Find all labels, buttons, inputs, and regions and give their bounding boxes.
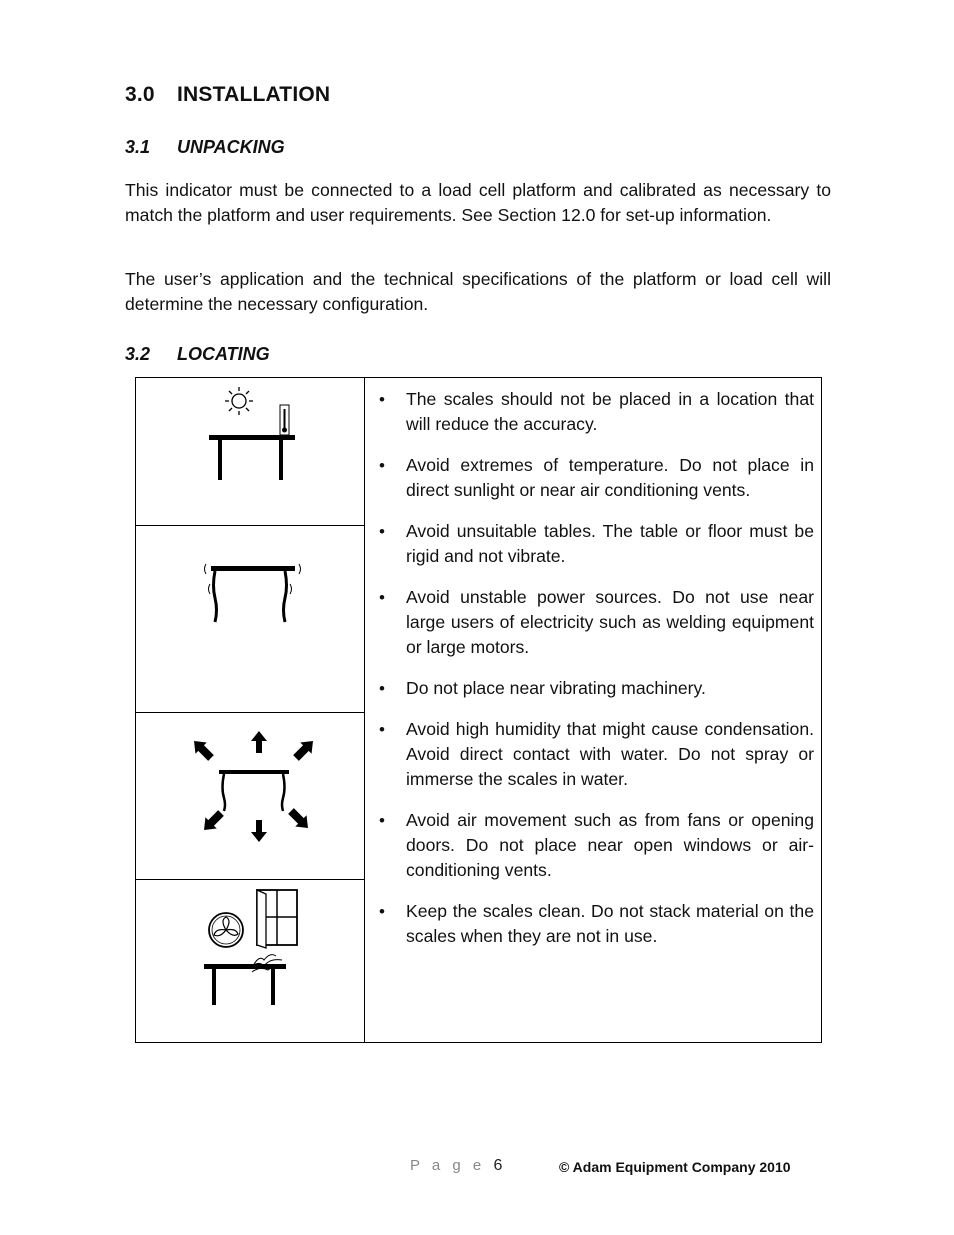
list-item (374, 453, 814, 503)
subsection-heading-unpacking (125, 137, 285, 158)
page-number: 6 (493, 1157, 503, 1174)
bullet-glyph: • (379, 811, 385, 830)
subsection-title: UNPACKING (177, 137, 285, 157)
bullet-glyph: • (379, 902, 385, 921)
bullet-glyph: • (379, 679, 385, 698)
bullet-text: Avoid unsuitable tables. The table or floor must be rigid and not vibrate. (406, 521, 814, 566)
air-movement-table-icon (136, 713, 364, 880)
list-item (374, 899, 814, 949)
subsection-heading-locating (125, 344, 270, 365)
bullet-text: The scales should not be placed in a location that will reduce the accuracy. (406, 389, 814, 434)
bullet-text: Avoid extremes of temperature. Do not place in direct sunlight or near air conditioning vents. (406, 455, 814, 500)
bullet-text: Avoid high humidity that might cause condensation. Avoid direct contact with water. Do not spray or immerse the scales in water. (406, 719, 814, 789)
unpacking-paragraph-1: This indicator must be connected to a load cell platform and calibrated as necessary to match the platform and user requirements. See Section 12.0 for set-up information. (125, 180, 831, 225)
bullet-glyph: • (379, 522, 385, 541)
fan-window-table-icon (136, 880, 364, 1042)
vibrating-table-icon (136, 526, 364, 713)
illustration-cell (136, 880, 364, 1042)
bullet-text: Do not place near vibrating machinery. (406, 678, 706, 698)
copyright-footer: © Adam Equipment Company 2010 (559, 1159, 791, 1175)
bullet-glyph: • (379, 390, 385, 409)
subsection-title: LOCATING (177, 344, 270, 364)
section-title: INSTALLATION (177, 83, 331, 106)
locating-bullet-list (374, 387, 814, 965)
list-item (374, 717, 814, 792)
page-number-footer (410, 1157, 502, 1175)
illustration-cell (136, 526, 364, 713)
bullet-text: Avoid unstable power sources. Do not use near large users of electricity such as welding equipment or large motors. (406, 587, 814, 657)
bullet-glyph: • (379, 456, 385, 475)
subsection-number: 3.1 (125, 137, 151, 157)
list-item (374, 519, 814, 569)
list-item (374, 387, 814, 437)
list-item (374, 808, 814, 883)
unpacking-paragraph-2: The user’s application and the technical specifications of the platform or load cell will determine the necessary configuration. (125, 269, 831, 314)
bullet-text: Avoid air movement such as from fans or opening doors. Do not place near open windows or air-conditioning vents. (406, 810, 814, 880)
list-item (374, 676, 814, 701)
sun-thermometer-table-icon (136, 378, 364, 526)
page-label: P a g e (410, 1157, 486, 1174)
section-number: 3.0 (125, 83, 155, 106)
list-item (374, 585, 814, 660)
illustration-cell (136, 713, 364, 880)
section-heading (125, 83, 330, 107)
illustration-column (136, 378, 365, 1042)
bullet-text: Keep the scales clean. Do not stack material on the scales when they are not in use. (406, 901, 814, 946)
locating-table (135, 377, 822, 1043)
bullet-glyph: • (379, 588, 385, 607)
bullet-glyph: • (379, 720, 385, 739)
subsection-number: 3.2 (125, 344, 151, 364)
illustration-cell (136, 378, 364, 526)
